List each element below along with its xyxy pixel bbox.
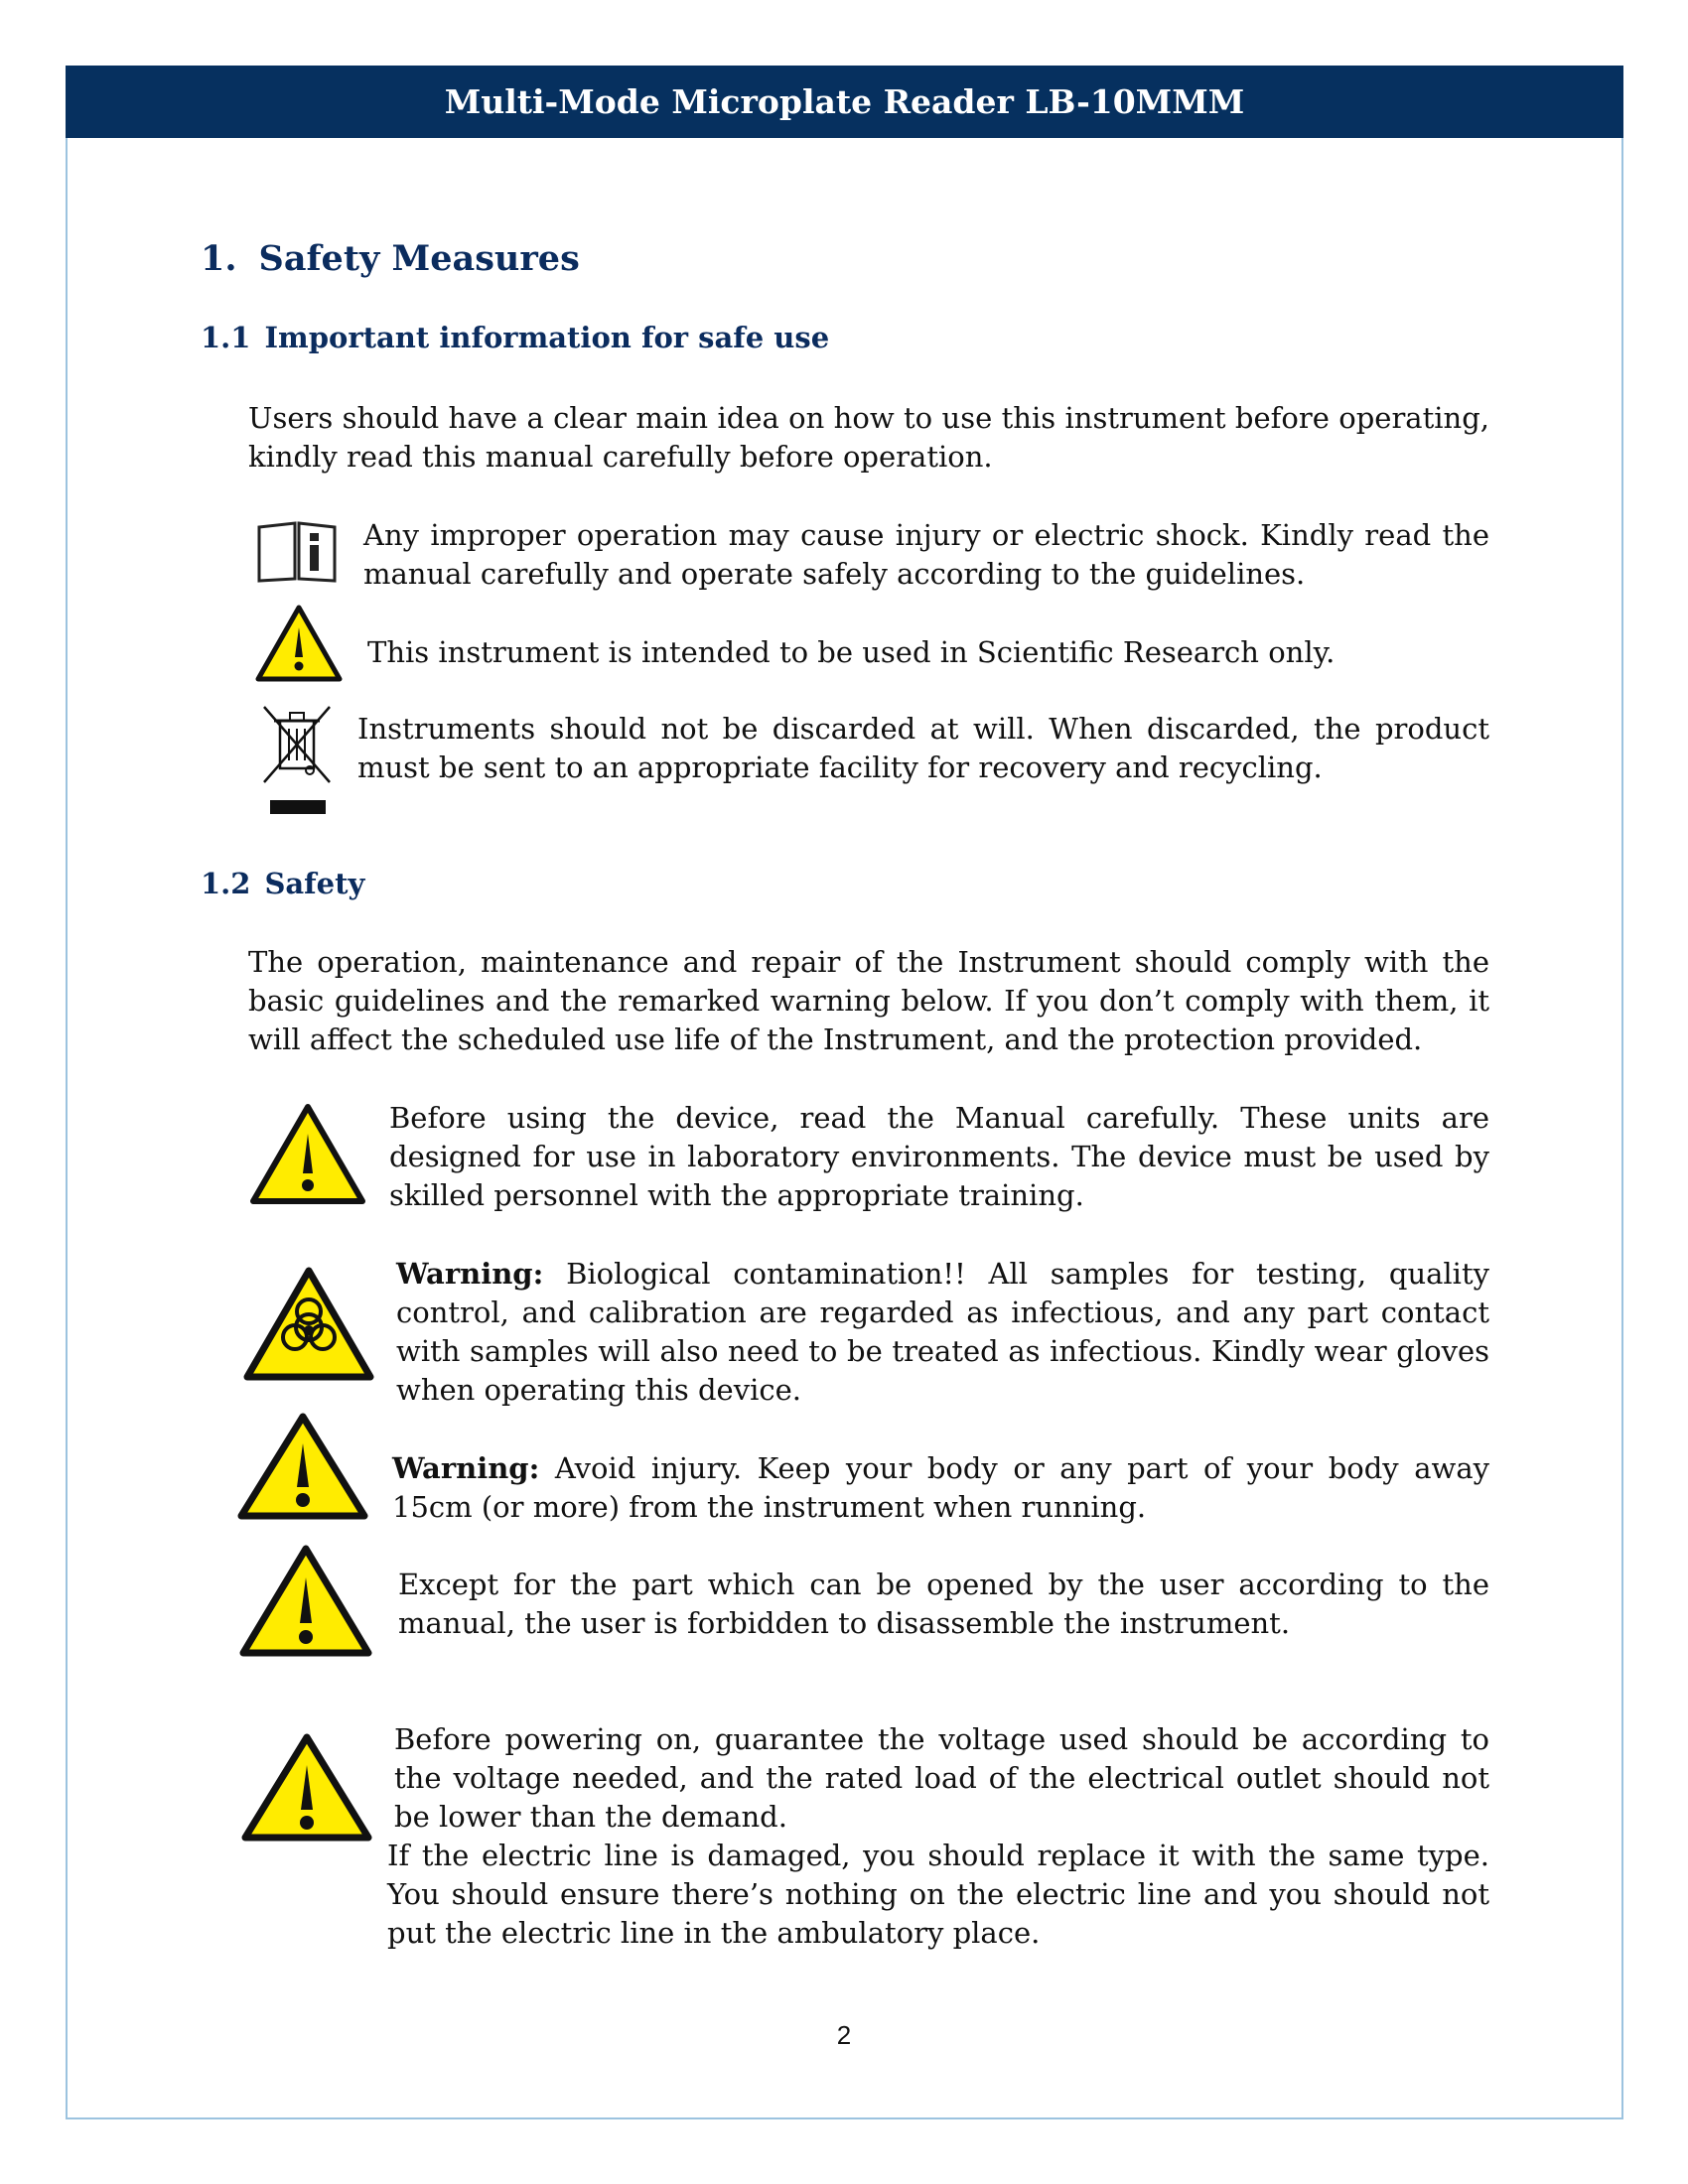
safety-text-read-manual: Before using the device, read the Manual carefully. These units are designed for use in laboratory environments. The device must be used by skilled personnel with the appropriate training.: [389, 1101, 1489, 1212]
warning-triangle-icon: [240, 1732, 373, 1847]
item-text-improper-operation: Any improper operation may cause injury or electric shock. Kindly read the manual carefully and operate safely according to the guidelines.: [363, 518, 1489, 591]
section-title: Safety Measures: [258, 238, 580, 279]
item-text-discard-instruction: Instruments should not be discarded at will. When discarded, the product must be sent to an appropriate facility for recovery and recycling.: [357, 712, 1489, 784]
section-number: 1.: [201, 238, 237, 279]
subsection-number: 1.1: [201, 321, 251, 354]
safety-text-avoid-injury: Warning: Avoid injury. Keep your body or any part of your body away 15cm (or more) from the instrument when running.: [392, 1451, 1489, 1524]
warning-triangle-icon: [248, 1102, 367, 1211]
subsection-heading-safety: [201, 867, 364, 900]
safety-text-electric-line: If the electric line is damaged, you should replace it with the same type. You should ensure there’s nothing on the electric line and you should not put the electric line in the ambulatory place.: [387, 1839, 1489, 1950]
page-number: 2: [836, 2020, 852, 2050]
warning-label: Warning:: [396, 1257, 544, 1291]
safety-text-biological-contamination: Warning: Biological contamination!! All samples for testing, quality control, and calibration are regarded as infectious, and any part contact with samples will also need to be treated as infectious. Kindly wear gloves when operating this device.: [396, 1257, 1489, 1407]
document-header: Multi-Mode Microplate Reader LB-10MMM: [66, 66, 1623, 138]
warning-triangle-icon: [236, 1412, 369, 1525]
warning-label: Warning:: [392, 1451, 540, 1485]
intro-paragraph-1-2: The operation, maintenance and repair of the Instrument should comply with the basic guidelines and the remarked warning below. If you don’t comply with them, it will affect the scheduled use life of the Instrument, and the protection provided.: [248, 945, 1489, 1056]
safety-text-no-disassembly: Except for the part which can be opened by the user according to the manual, the user is forbidden to disassemble the instrument.: [398, 1568, 1489, 1640]
warning-triangle-icon: [238, 1544, 373, 1663]
subsection-title: Safety: [264, 867, 365, 900]
safety-text-voltage: Before powering on, guarantee the voltage used should be according to the voltage needed, and the rated load of the electrical outlet should not be lower than the demand.: [394, 1722, 1489, 1834]
subsection-title: Important information for safe use: [264, 321, 830, 354]
warning-triangle-icon: [254, 604, 344, 687]
intro-paragraph-1-1: Users should have a clear main idea on how to use this instrument before operating, kindly read this manual carefully before operation.: [248, 401, 1489, 474]
item-text-scientific-research: This instrument is intended to be used in Scientific Research only.: [367, 635, 1336, 669]
manual-info-icon: [256, 521, 338, 587]
subsection-heading-important-info: [201, 321, 829, 354]
biohazard-icon: [242, 1266, 375, 1387]
crossed-bin-icon: [260, 703, 336, 824]
section-heading-safety-measures: [201, 238, 580, 279]
subsection-number: 1.2: [201, 867, 251, 900]
